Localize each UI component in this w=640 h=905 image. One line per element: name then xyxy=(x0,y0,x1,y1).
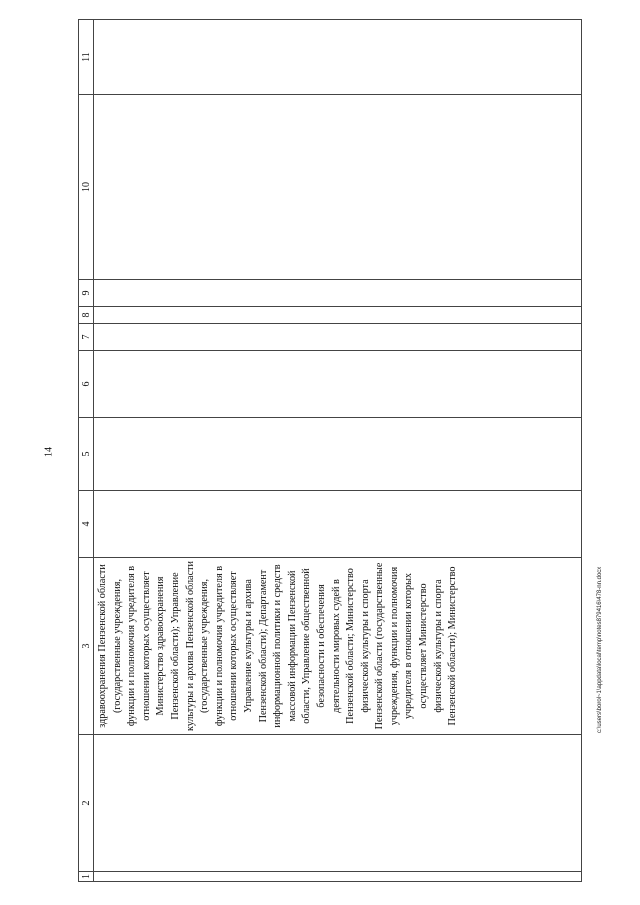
cell-col-2 xyxy=(94,735,582,872)
cell-col-8 xyxy=(94,307,582,324)
footer-file-path: c:\users\borol~1\appdata\local\temp\notes879416\478-nn.docx xyxy=(597,566,603,733)
table-header-row xyxy=(79,20,94,882)
column-header-9: 9 xyxy=(79,280,94,307)
data-table-rotated xyxy=(78,20,582,882)
data-table xyxy=(78,19,582,882)
column-header-8: 8 xyxy=(79,307,94,324)
column-header-5: 5 xyxy=(79,418,94,491)
cell-col-3: здравоохранения Пензенской области (государственные учреждения, функции и полномочия учредителя в отношении которых осуществляет Министерство здравоохранения Пензенской области); Управление культуры и архива Пензенской области (государственные учреждения, функции и полномочия учредителя в отношении которых осуществляет Управление культуры и архива Пензенской области); Департамент информационной политики и средств массовой информации Пензенской области, Управление общественной безопасности и обеспечения деятельности мировых судей в Пензенской области; Министерство физической культуры и спорта Пензенской области (государственные учреждения, функции и полномочия учредителя в отношении которых осуществляет Министерство физической культуры и спорта Пензенской области); Министерство xyxy=(94,558,582,735)
column-header-3: 3 xyxy=(79,558,94,735)
cell-col-10 xyxy=(94,95,582,280)
cell-col-5 xyxy=(94,418,582,491)
cell-col-1 xyxy=(94,872,582,882)
column-header-6: 6 xyxy=(79,351,94,418)
cell-col-4 xyxy=(94,491,582,558)
page-number: 14 xyxy=(43,447,55,457)
column-header-7: 7 xyxy=(79,324,94,351)
column-header-11: 11 xyxy=(79,20,94,95)
column-header-10: 10 xyxy=(79,95,94,280)
cell-col-6 xyxy=(94,351,582,418)
table-row xyxy=(94,20,582,882)
column-header-2: 2 xyxy=(79,735,94,872)
column-header-4: 4 xyxy=(79,491,94,558)
cell-col-11 xyxy=(94,20,582,95)
cell-col-7 xyxy=(94,324,582,351)
column-header-1: 1 xyxy=(79,872,94,882)
cell-col-9 xyxy=(94,280,582,307)
